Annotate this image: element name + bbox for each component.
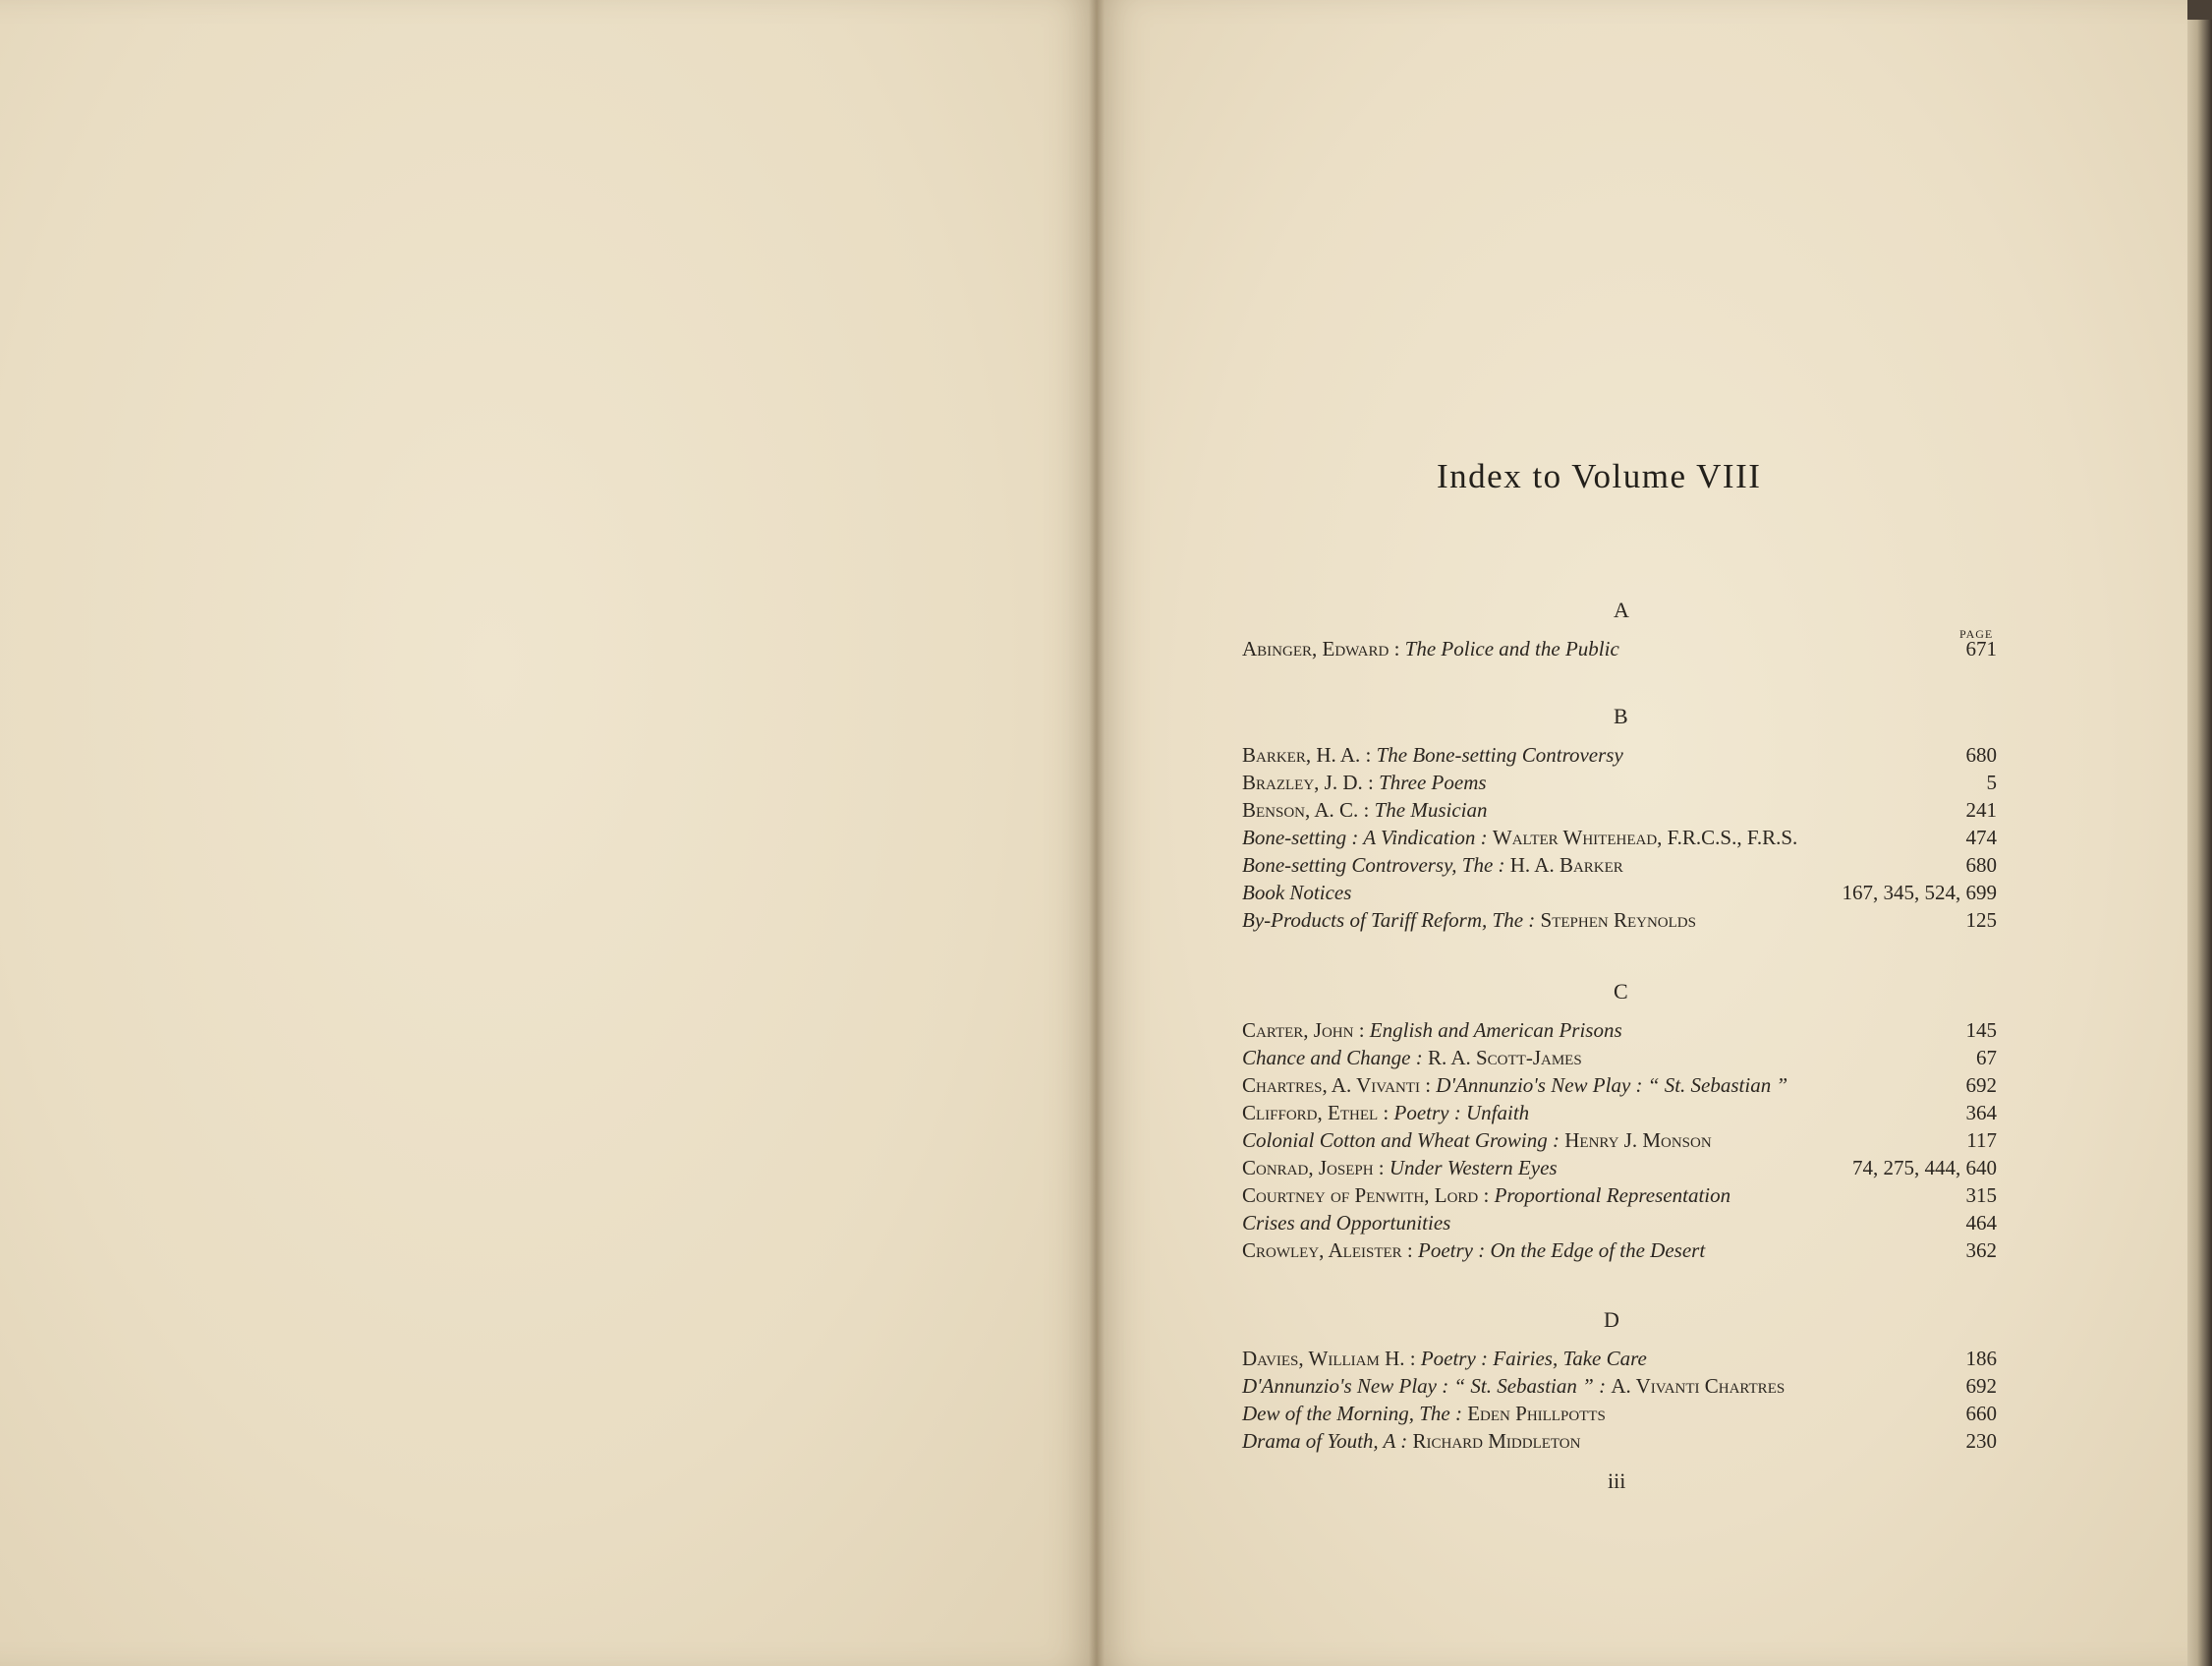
entry-author: Crowley, Aleister : xyxy=(1242,1238,1413,1262)
entry-pages: 67 xyxy=(1976,1046,1997,1069)
entry-author: Courtney of Penwith, Lord : xyxy=(1242,1183,1490,1207)
entry-pages: 671 xyxy=(1965,637,1997,661)
index-entry xyxy=(1242,879,1997,906)
entry-pages: 125 xyxy=(1965,908,1997,932)
entry-work: By-Products of Tariff Reform, The : xyxy=(1242,908,1536,932)
book-gutter xyxy=(1089,0,1105,1666)
index-entry xyxy=(1242,1126,1997,1154)
index-entry xyxy=(1242,851,1997,879)
entry-work: Book Notices xyxy=(1242,881,1352,904)
entry-work: Proportional Representation xyxy=(1494,1183,1731,1207)
entry-pages: 680 xyxy=(1965,743,1997,767)
entry-work: D'Annunzio's New Play : “ St. Sebastian ” xyxy=(1436,1073,1788,1097)
entry-work: Under Western Eyes xyxy=(1389,1156,1558,1179)
entry-pages: 692 xyxy=(1965,1374,1997,1398)
entry-contributor: Walter Whitehead, F.R.C.S., F.R.S. xyxy=(1492,826,1798,849)
entry-work: English and American Prisons xyxy=(1369,1018,1622,1042)
entry-author: Carter, John : xyxy=(1242,1018,1365,1042)
entry-pages: 362 xyxy=(1965,1238,1997,1262)
index-entry xyxy=(1242,1071,1997,1099)
entry-pages: 117 xyxy=(1966,1128,1997,1152)
entry-work: Crises and Opportunities xyxy=(1242,1211,1451,1235)
entry-work: Chance and Change : xyxy=(1242,1046,1423,1069)
index-entry xyxy=(1242,1372,1997,1400)
entry-pages: 464 xyxy=(1965,1211,1997,1235)
index-entry xyxy=(1242,1181,1997,1209)
entry-contributor: Henry J. Monson xyxy=(1564,1128,1712,1152)
entry-work: Bone-setting : A Vindication : xyxy=(1242,826,1488,849)
entry-pages: 241 xyxy=(1965,798,1997,822)
section-letter-b: B xyxy=(1614,704,1628,728)
entry-work: The Musician xyxy=(1374,798,1488,822)
entry-pages: 167, 345, 524, 699 xyxy=(1842,881,1997,904)
entry-work: Dew of the Morning, The : xyxy=(1242,1402,1462,1425)
entry-pages: 474 xyxy=(1965,826,1997,849)
entry-author: Brazley, J. D. : xyxy=(1242,771,1374,794)
entry-pages: 680 xyxy=(1965,853,1997,877)
index-entry xyxy=(1242,1400,1997,1427)
index-entry xyxy=(1242,1427,1997,1455)
entry-work: D'Annunzio's New Play : “ St. Sebastian ” : xyxy=(1242,1374,1607,1398)
index-entry xyxy=(1242,906,1997,934)
entry-contributor: R. A. Scott-James xyxy=(1427,1046,1582,1069)
entry-pages: 364 xyxy=(1965,1101,1997,1124)
entry-pages: 315 xyxy=(1965,1183,1997,1207)
entry-work: Poetry : Unfaith xyxy=(1393,1101,1530,1124)
index-entry xyxy=(1242,1044,1997,1071)
entry-pages: 692 xyxy=(1965,1073,1997,1097)
entry-author: Conrad, Joseph : xyxy=(1242,1156,1385,1179)
index-entry xyxy=(1242,769,1997,796)
entry-pages: 230 xyxy=(1965,1429,1997,1453)
entry-pages: 74, 275, 444, 640 xyxy=(1852,1156,1997,1179)
section-letter-d: D xyxy=(1604,1307,1619,1332)
entry-author: Benson, A. C. : xyxy=(1242,798,1370,822)
index-entry xyxy=(1242,1154,1997,1181)
bleed-through-ghost xyxy=(147,147,953,442)
left-page xyxy=(0,0,1097,1666)
entry-author: Clifford, Ethel : xyxy=(1242,1101,1390,1124)
page-column-heading: PAGE xyxy=(1959,627,1994,641)
entry-contributor: A. Vivanti Chartres xyxy=(1611,1374,1786,1398)
entry-work: Poetry : On the Edge of the Desert xyxy=(1418,1238,1706,1262)
section-letter-a: A xyxy=(1614,598,1629,622)
entry-work: Poetry : Fairies, Take Care xyxy=(1420,1347,1647,1370)
index-entry xyxy=(1242,1345,1997,1372)
index-entry xyxy=(1242,1209,1997,1236)
entry-pages: 186 xyxy=(1965,1347,1997,1370)
entry-author: Abinger, Edward : xyxy=(1242,637,1400,661)
entry-author: Davies, William H. : xyxy=(1242,1347,1416,1370)
entry-contributor: Stephen Reynolds xyxy=(1540,908,1696,932)
page-title: Index to Volume VIII xyxy=(1437,457,1762,495)
index-entry xyxy=(1242,796,1997,824)
entry-contributor: Richard Middleton xyxy=(1412,1429,1581,1453)
entry-pages: 145 xyxy=(1965,1018,1997,1042)
index-entry xyxy=(1242,1236,1997,1264)
entry-work: Three Poems xyxy=(1379,771,1487,794)
entry-author: Barker, H. A. : xyxy=(1242,743,1372,767)
page-edge xyxy=(2187,20,2212,1666)
entry-contributor: Eden Phillpotts xyxy=(1467,1402,1606,1425)
entry-pages: 660 xyxy=(1965,1402,1997,1425)
section-letter-c: C xyxy=(1614,979,1628,1004)
entry-work: Colonial Cotton and Wheat Growing : xyxy=(1242,1128,1560,1152)
entry-work: Drama of Youth, A : xyxy=(1242,1429,1408,1453)
entry-work: The Bone-setting Controversy xyxy=(1376,743,1623,767)
index-entry xyxy=(1242,1099,1997,1126)
index-entry xyxy=(1242,741,1997,769)
index-entry xyxy=(1242,635,1997,662)
entry-work: Bone-setting Controversy, The : xyxy=(1242,853,1505,877)
page-folio: iii xyxy=(1608,1468,1626,1493)
entry-contributor: H. A. Barker xyxy=(1509,853,1623,877)
entry-author: Chartres, A. Vivanti : xyxy=(1242,1073,1432,1097)
entry-work: The Police and the Public xyxy=(1404,637,1619,661)
index-entry xyxy=(1242,824,1997,851)
entry-pages: 5 xyxy=(1986,771,1997,794)
index-entry xyxy=(1242,1016,1997,1044)
